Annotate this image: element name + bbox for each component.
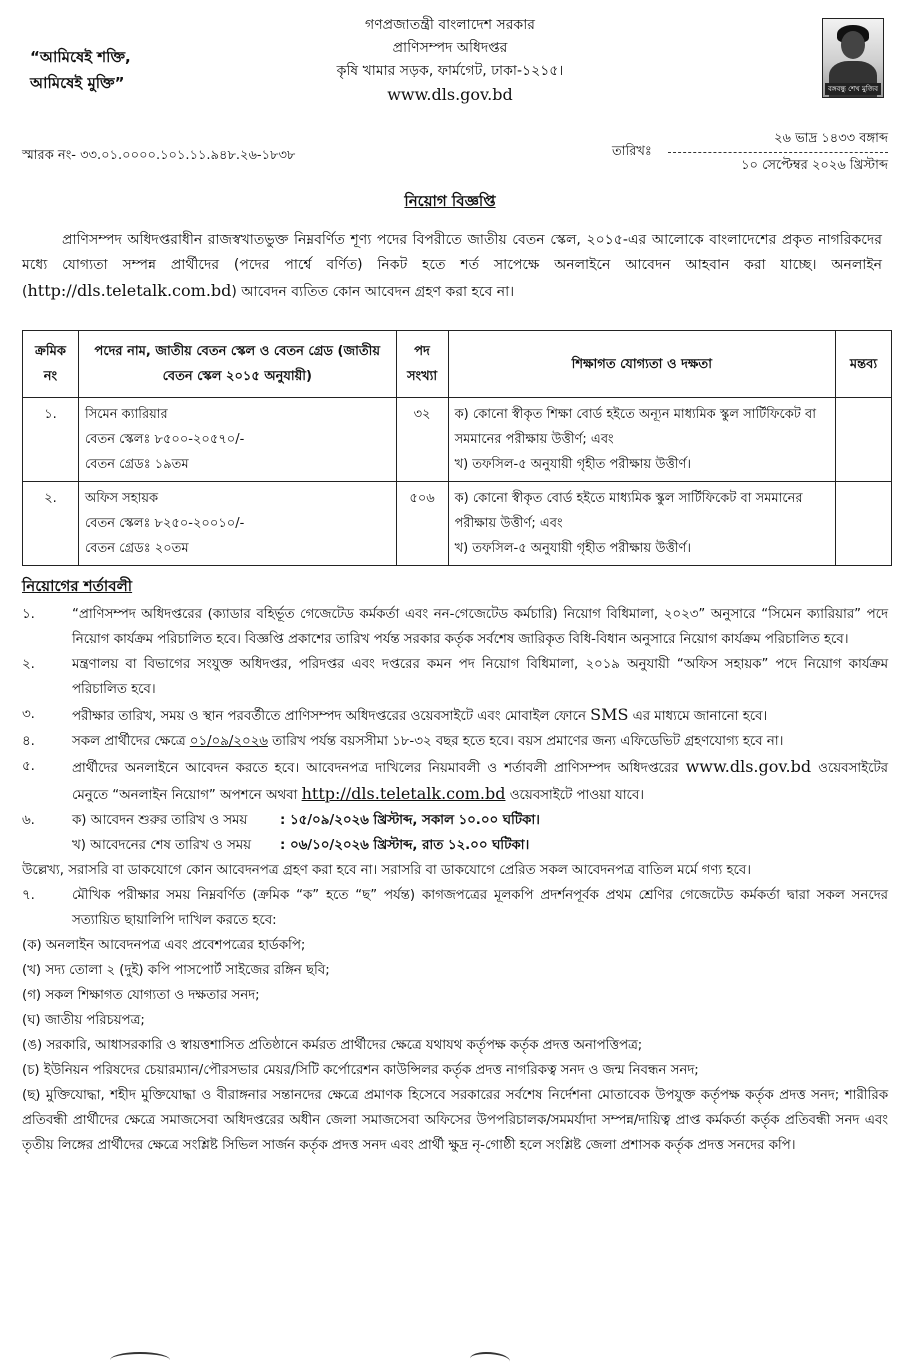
application-end (72, 833, 888, 858)
col-remarks: মন্তব্য (836, 331, 892, 398)
teletalk-link[interactable]: http://dls.teletalk.com.bd (301, 784, 506, 803)
condition-number: ৭. (22, 888, 35, 903)
condition-text (72, 729, 888, 754)
row-qualification (448, 398, 835, 482)
condition-text-a: পরীক্ষার তারিখ, সময় ও স্থান পরবর্তীতে প্রাণিসম্পদ অধিদপ্তরের ওয়েবসাইটে এবং মোবাইল ফোনে (72, 709, 591, 724)
start-label: ক) আবেদন শুরুর তারিখ ও সময় (72, 813, 248, 828)
condition-7 (22, 883, 888, 933)
row-serial: ২. (23, 482, 79, 566)
col-count: পদ সংখ্যা (396, 331, 448, 398)
list-item: (ছ) মুক্তিযোদ্ধা, শহীদ মুক্তিযোদ্ধা ও বীরাঙ্গনার সন্তানদের ক্ষেত্রে প্রমাণক হিসেবে সরকারের সর্বশেষ নির্দেশনা মোতাবেক উপযুক্ত কর্তৃপক্ষ কর্তৃক প্রদত্ত সনদ; শারীরিক প্রতিবন্ধী প্রার্থীদের ক্ষেত্রে সমাজসেবা অধিদপ্তরের অধীন জেলা সমাজসেবা অফিসের উপপরিচালক/সমমর্যাদা সম্পন্ন/দায়িত্ব প্রাপ্ত কর্মকর্তা কর্তৃক প্রতিবন্ধী সনদ এবং তৃতীয় লিঙ্গের প্রার্থীদের ক্ষেত্রে সংশ্লিষ্ট সিভিল সার্জন কর্তৃক প্রদত্ত সনদ এবং প্রার্থী ক্ষুদ্র নৃ-গোষ্ঠী হলে সংশ্লিষ্ট জেলা প্রশাসক কর্তৃক প্রদত্ত সনদের কপি। (22, 1088, 888, 1153)
condition-6-note (22, 858, 888, 883)
row-post (78, 398, 396, 482)
date-label: তারিখঃ (612, 144, 652, 159)
condition-text: “প্রাণিসম্পদ অধিদপ্তরের (ক্যাডার বহির্ভূত গেজেটেড কর্মকর্তা এবং নন-গেজেটেড কর্মচারি) নিয়োগ বিধিমালা, ২০২৩” অনুসারে “সিমেন ক্যারিয়ার” পদে নিয়োগ কার্যক্রম পরিচালিত হবে। বিজ্ঞপ্তি প্রকাশের তারিখ পর্যন্ত সরকার কর্তৃক সর্বশেষ জারিকৃত বিধি-বিধান অনুসারে নিয়োগ কার্যক্রম পরিচালিত হবে। (72, 607, 888, 647)
slogan (30, 44, 131, 96)
condition-text-b: এর মাধ্যমে জানানো হবে। (628, 709, 768, 724)
qualification-b: খ) তফসিল-৫ অনুযায়ী গৃহীত পরীক্ষায় উত্তীর্ণ। (454, 457, 691, 472)
post-name: সিমেন ক্যারিয়ার (84, 407, 168, 422)
condition-text-a: প্রার্থীদের অনলাইনে আবেদন করতে হবে। আবেদনপত্র দাখিলের নিয়মাবলী ও শর্তাবলী প্রাণিসম্পদ অধিদপ্তরের (72, 761, 686, 776)
intro-paragraph (22, 228, 882, 305)
col-serial: ক্রমিক নং (23, 331, 79, 398)
sms-text: SMS (590, 705, 629, 724)
application-start (72, 808, 888, 833)
end-value: : ০৬/১০/২০২৬ খ্রিস্টাব্দ, রাত ১২.০০ ঘটিকা। (280, 838, 530, 853)
website-link[interactable]: www.dls.gov.bd (387, 85, 513, 104)
date-divider (668, 152, 888, 153)
condition-number: ২. (22, 657, 35, 672)
portrait-caption: বঙ্গবন্ধু শেখ মুজিব (825, 83, 881, 95)
intro-text-1: প্রাণিসম্পদ অধিদপ্তরাধীন রাজস্বখাতভুক্ত নিম্নবর্ণিত শূণ্য পদের বিপরীতে জাতীয় বেতন স্কেল, ২০১৫-এর আলোকে বাংলাদেশের প্রকৃত নাগরিকদের মধ্যে যোগ্যতা সম্পন্ন প্রার্থীদের (পদের পার্শ্বে বর্ণিত) নিকট হতে শর্ত সাপেক্ষে অনলাইনে আবেদন আহবান করা যাচ্ছে। অনলাইন ( (22, 232, 882, 300)
document-list (22, 933, 888, 1158)
row-serial: ১. (23, 398, 79, 482)
condition-number: ১. (22, 607, 35, 622)
row-post (78, 482, 396, 566)
condition-text-b: তারিখ পর্যন্ত বয়সসীমা ১৮-৩২ বছর হতে হবে। বয়স প্রমাণের জন্য এফিডেভিট গ্রহণযোগ্য হবে না। (267, 734, 784, 749)
teletalk-link[interactable]: http://dls.teletalk.com.bd (27, 281, 232, 300)
portrait-image (822, 18, 884, 98)
qualification-b: খ) তফসিল-৫ অনুযায়ী গৃহীত পরীক্ষায় উত্তীর্ণ। (454, 541, 691, 556)
date-english: ১০ সেপ্টেম্বর ২০২৬ খ্রিস্টাব্দ (741, 158, 888, 173)
address: কৃষি খামার সড়ক, ফার্মগেট, ঢাকা-১২১৫। (336, 63, 564, 79)
pay-grade: বেতন গ্রেডঃ ২০তম (84, 541, 189, 556)
condition-4 (22, 729, 888, 754)
condition-text (72, 808, 888, 858)
condition-text-a: সকল প্রার্থীদের ক্ষেত্রে (72, 734, 190, 749)
date-bengali: ২৬ ভাদ্র ১৪৩৩ বঙ্গাব্দ (774, 131, 888, 146)
condition-5 (22, 754, 888, 808)
start-value: : ১৫/০৯/২০২৬ খ্রিস্টাব্দ, সকাল ১০.০০ ঘটিকা। (280, 813, 540, 828)
conditions-title: নিয়োগের শর্তাবলী (22, 577, 133, 595)
intro-text-2: ) আবেদন ব্যতিত কোন আবেদন গ্রহণ করা হবে না। (231, 284, 515, 300)
condition-3 (22, 702, 888, 729)
row-qualification (448, 482, 835, 566)
post-name: অফিস সহায়ক (84, 491, 159, 506)
condition-text: মন্ত্রণালয় বা বিভাগের সংযুক্ত অধিদপ্তর, পরিদপ্তর এবং দপ্তরের কমন পদ নিয়োগ বিধিমালা, ২০১৯ অনুযায়ী “অফিস সহায়ক” পদে নিয়োগ কার্যক্রম পরিচালিত হবে। (72, 657, 888, 697)
conditions-list (22, 602, 888, 1158)
condition-text-b: ওয়েবসাইটের মেনুতে “অনলাইন নিয়োগ” অপশনে অথবা (72, 761, 888, 803)
date-block (668, 128, 888, 177)
pay-grade: বেতন গ্রেডঃ ১৯তম (84, 457, 189, 472)
condition-text: মৌখিক পরীক্ষার সময় নিম্নবর্ণিত (ক্রমিক “ক” হতে “ছ” পর্যন্ত) কাগজপত্রের মূলকপি প্রদর্শনপূর্বক প্রথম শ্রেণির গেজেটেড কর্মকর্তা দ্বারা সকল সনদের সত্যায়িত ছায়ালিপি দাখিল করতে হবে: (72, 888, 888, 928)
pay-scale: বেতন স্কেলঃ ৮২৫০-২০০১০/- (84, 516, 245, 531)
list-item: (খ) সদ্য তোলা ২ (দুই) কপি পাসপোর্ট সাইজের রঙ্গিন ছবি; (22, 963, 330, 978)
age-cutoff-date: ০১/০৯/২০২৬ (189, 734, 268, 749)
row-count: ৫০৬ (396, 482, 448, 566)
condition-text (72, 702, 888, 729)
portrait-face (841, 31, 865, 59)
row-count: ৩২ (396, 398, 448, 482)
vacancy-table (22, 330, 892, 566)
table-row (23, 398, 892, 482)
col-post: পদের নাম, জাতীয় বেতন স্কেল ও বেতন গ্রেড (জাতীয় বেতন স্কেল ২০১৫ অনুযায়ী) (78, 331, 396, 398)
row-remarks (836, 482, 892, 566)
list-item: (ঘ) জাতীয় পরিচয়পত্র; (22, 1013, 145, 1028)
end-label: খ) আবেদনের শেষ তারিখ ও সময় (72, 838, 251, 853)
slogan-line-2: আমিষেই মুক্তি” (30, 74, 125, 92)
table-row (23, 482, 892, 566)
row-remarks (836, 398, 892, 482)
pay-scale: বেতন স্কেলঃ ৮৫০০-২০৫৭০/- (84, 432, 245, 447)
condition-2 (22, 652, 888, 702)
col-qualification: শিক্ষাগত যোগ্যতা ও দক্ষতা (448, 331, 835, 398)
condition-number: ৫. (22, 759, 35, 774)
qualification-a: ক) কোনো স্বীকৃত শিক্ষা বোর্ড হইতে অন্যূন মাধ্যমিক স্কুল সার্টিফিকেট বা সমমানের পরীক্ষায় উত্তীর্ণ; এবং (454, 407, 817, 447)
condition-number: ৪. (22, 734, 35, 749)
condition-6 (22, 808, 888, 858)
department-name: প্রাণিসম্পদ অধিদপ্তর (392, 40, 508, 56)
condition-number: ৬. (22, 813, 35, 828)
slogan-line-1: “আমিষেই শক্তি, (30, 48, 131, 66)
condition-7-items (22, 933, 888, 1158)
condition-text (72, 754, 888, 808)
condition-1 (22, 602, 888, 652)
memo-number: স্মারক নং- ৩৩.০১.০০০০.১০১.১১.৯৪৮.২৬-১৮৩৮ (22, 148, 296, 163)
list-item: (চ) ইউনিয়ন পরিষদের চেয়ারম্যান/পৌরসভার মেয়র/সিটি কর্পোরেশন কাউন্সিলর কর্তৃক প্রদত্ত নাগরিকত্ব সনদ ও জন্ম নিবন্ধন সনদ; (22, 1063, 699, 1078)
list-item: (ক) অনলাইন আবেদনপত্র এবং প্রবেশপত্রের হার্ডকপি; (22, 938, 306, 953)
list-item: (ঙ) সরকারি, আধাসরকারি ও স্বায়ত্তশাসিত প্রতিষ্ঠানে কর্মরত প্রার্থীদের ক্ষেত্রে যথাযথ কর্তৃপক্ষ কর্তৃক প্রদত্ত অনাপত্তিপত্র; (22, 1038, 643, 1053)
qualification-a: ক) কোনো স্বীকৃত বোর্ড হইতে মাধ্যমিক স্কুল সার্টিফিকেট বা সমমানের পরীক্ষায় উত্তীর্ণ; এবং (454, 491, 803, 531)
dls-website-link[interactable]: www.dls.gov.bd (685, 757, 812, 776)
condition-text-c: ওয়েবসাইটে পাওয়া যাবে। (505, 788, 645, 803)
govt-name: গণপ্রজাতন্ত্রী বাংলাদেশ সরকার (365, 17, 535, 33)
condition-number: ৩. (22, 707, 35, 722)
condition-note: উল্লেখ্য, সরাসরি বা ডাকযোগে কোন আবেদনপত্র গ্রহণ করা হবে না। সরাসরি বা ডাকযোগে প্রেরিত সকল আবেদনপত্র বাতিল মর্মে গণ্য হবে। (22, 863, 751, 878)
letterhead (230, 14, 670, 106)
notice-title: নিয়োগ বিজ্ঞপ্তি (404, 192, 496, 210)
table-header-row (23, 331, 892, 398)
list-item: (গ) সকল শিক্ষাগত যোগ্যতা ও দক্ষতার সনদ; (22, 988, 260, 1003)
